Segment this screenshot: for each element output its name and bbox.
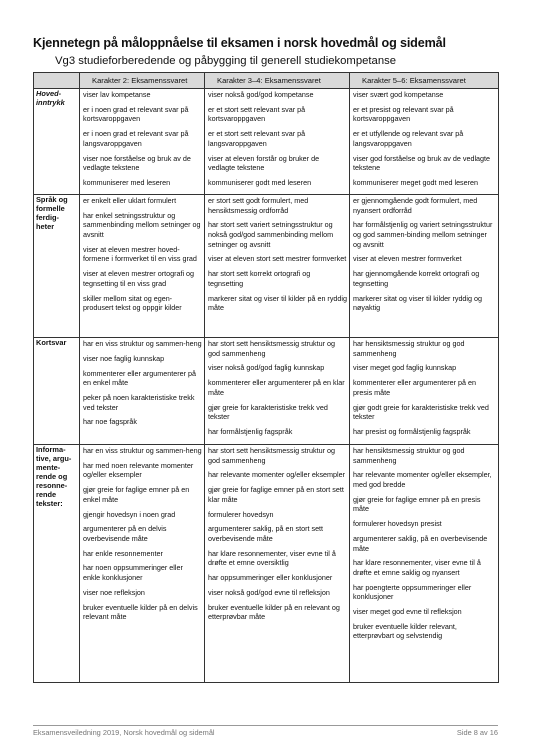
criteria-item: har stort sett variert setningsstruktur og nokså god/god sammenbinding mellom setninger og avsnitt [208, 220, 334, 249]
criteria-item: gjør greie for karakteristiske trekk ved tekster [208, 402, 328, 422]
criteria-item: gjør greie for faglige emner på en stort sett klar måte [208, 485, 344, 504]
criteria-item: har med noen relevante momenter og/eller eksempler [83, 460, 194, 480]
criteria-item: har en viss struktur og sammen-heng [83, 339, 202, 348]
criteria-cell-grade-3 [350, 195, 499, 338]
criteria-item: har en viss struktur og sammen-heng [83, 446, 202, 455]
criteria-item: viser at eleven mestrer ortografi og tegnsetting til en viss grad [83, 269, 195, 288]
criteria-item: er enkelt eller uklart formulert [83, 196, 177, 205]
criteria-item: har stort sett korrekt ortografi og tegnsetting [208, 269, 311, 288]
row-label-line: heter [36, 222, 55, 231]
page-title: Kjennetegn på måloppnåelse til eksamen i norsk hovedmål og sidemål [33, 36, 446, 50]
row-label-line: mente- [36, 463, 61, 472]
criteria-item: kommuniserer godt med leseren [208, 177, 312, 187]
criteria-item: har poengterte oppsummeringer eller konklusjoner [353, 582, 472, 602]
criteria-item: viser lav kompetanse [83, 90, 151, 99]
criteria-item: har enkel setningsstruktur og sammenbinding mellom setninger og avsnitt [83, 210, 201, 239]
criteria-item: er et utfyllende og relevant svar på langsvaroppgaven [353, 129, 464, 148]
row-label-line: Hoved- [36, 89, 62, 98]
criteria-item: viser at eleven forstår og bruker de vedlagte tekstene [208, 153, 320, 173]
page-subtitle: Vg3 studieforberedende og påbygging til generell studiekompetanse [55, 55, 397, 67]
criteria-item: har gjennomgående korrekt ortografi og tegnsetting [353, 269, 480, 288]
criteria-item: har formålstjenlig og variert setningsstruktur og god sammen-binding mellom setninger og avsnitt [353, 220, 493, 249]
criteria-item: viser noe forståelse og bruk av de vedlagte tekstene [83, 153, 191, 173]
criteria-item: er et presist og relevant svar på kortsvaroppgaven [353, 104, 454, 124]
criteria-item: argumenterer saklig, på en overbevisende måte [353, 533, 488, 553]
criteria-item: er i noen grad et relevant svar på kortsvaroppgaven [83, 104, 189, 124]
criteria-item: viser meget god evne til refleksjon [353, 607, 462, 617]
row-label-line: tive, argu- [36, 454, 72, 463]
criteria-cell-grade-3 [350, 445, 499, 683]
row-label-line: ferdig- [36, 213, 59, 222]
criteria-item: viser at eleven mestrer hoved-formene i formverket til en viss grad [83, 244, 197, 264]
criteria-cell-grade-2 [205, 195, 350, 338]
table-row [34, 89, 499, 195]
criteria-cell-grade-1 [80, 89, 205, 195]
criteria-cell-grade-2 [205, 445, 350, 683]
criteria-item: har formålstjenlig fagspråk [208, 426, 293, 436]
row-label [34, 195, 80, 338]
criteria-item: skiller mellom sitat og egen-produsert tekst og oppgir kilder [83, 293, 182, 313]
criteria-cell-grade-1 [80, 195, 205, 338]
criteria-item: kommenterer eller argumenterer på en presis måte [353, 378, 477, 397]
row-label-line: Språk og [36, 195, 68, 204]
criteria-item: viser meget god faglig kunnskap [353, 363, 457, 373]
criteria-item: er i noen grad et relevant svar på langsvaroppgaven [83, 129, 189, 148]
criteria-item: er et stort sett relevant svar på langsvaroppgaven [208, 129, 306, 148]
criteria-item: bruker eventuelle kilder på en delvis relevant måte [83, 602, 198, 622]
criteria-item: bruker eventuelle kilder på en relevant og etterprøvbar måte [208, 602, 340, 622]
table-row [34, 445, 499, 683]
column-header: Karakter 5–6: Eksamenssvaret [350, 73, 499, 89]
row-label-line: tekster: [36, 499, 63, 508]
criteria-item: har klare resonnementer, viser evne til å drøfte et emne saklig og nyansert [353, 558, 481, 577]
criteria-item: markerer sitat og viser til kilder på en ryddig måte [208, 293, 348, 313]
criteria-item: gjør greie for faglige emner på en enkel måte [83, 485, 190, 504]
footer-document-name: Eksamensveiledning 2019, Norsk hovedmål og sidemål [33, 728, 215, 737]
row-label-line: inntrykk [36, 98, 65, 107]
table-row [34, 338, 499, 445]
row-label [34, 445, 80, 683]
row-label [34, 338, 80, 445]
criteria-item: gjør godt greie for karakteristiske trekk ved tekster [353, 402, 489, 422]
row-label-line: Kortsvar [36, 338, 67, 347]
row-label-line: resonne- [36, 481, 68, 490]
criteria-item: viser noe faglig kunnskap [83, 353, 165, 363]
criteria-cell-grade-3 [350, 338, 499, 445]
column-header: Karakter 2: Eksamenssvaret [80, 73, 205, 89]
criteria-item: viser noe refleksjon [83, 587, 145, 597]
criteria-item: har relevante momenter og/eller eksempler [208, 470, 346, 480]
criteria-cell-grade-2 [205, 89, 350, 195]
criteria-item: er gjennomgående godt formulert, med nyansert ordforråd [353, 196, 478, 215]
criteria-item: formulerer hovedsyn [208, 509, 274, 519]
row-label [34, 89, 80, 195]
criteria-cell-grade-2 [205, 338, 350, 445]
criteria-item: peker på noen karakteristiske trekk ved tekster [83, 392, 195, 412]
row-label-line: rende [36, 490, 57, 499]
criteria-item: gjengir hovedsyn i noen grad [83, 509, 176, 519]
criteria-item: er stort sett godt formulert, med hensiktsmessig ordforråd [208, 196, 309, 215]
criteria-item: har noen oppsummeringer eller enkle konklusjoner [83, 563, 183, 583]
criteria-item: har hensiktsmessig struktur og god sammenheng [353, 339, 465, 358]
criteria-item: argumenterer på en delvis overbevisende måte [83, 524, 167, 543]
criteria-item: formulerer hovedsyn presist [353, 519, 442, 529]
row-label-line: Informa- [36, 445, 66, 454]
criteria-table [33, 72, 499, 683]
criteria-item: kommuniserer med leseren [83, 177, 171, 187]
criteria-item: er et stort sett relevant svar på kortsvaroppgaven [208, 104, 306, 124]
criteria-item: viser god forståelse og bruk av de vedlagte tekstene [353, 153, 491, 173]
criteria-item: viser at eleven stort sett mestrer formverket [208, 254, 347, 264]
criteria-item: kommuniserer meget godt med leseren [353, 177, 479, 187]
criteria-cell-grade-3 [350, 89, 499, 195]
criteria-item: viser nokså god/god kompetanse [208, 90, 314, 99]
table-row [34, 195, 499, 338]
criteria-item: markerer sitat og viser til kilder ryddig og nøyaktig [353, 293, 483, 313]
criteria-item: har enkle resonnementer [83, 548, 163, 558]
criteria-item: har stort sett hensiktsmessig struktur og god sammenheng [208, 339, 336, 358]
criteria-item: viser nokså god/god faglig kunnskap [208, 363, 325, 373]
criteria-cell-grade-1 [80, 338, 205, 445]
criteria-item: kommenterer eller argumenterer på en klar måte [208, 378, 345, 397]
criteria-item: har oppsummeringer eller konklusjoner [208, 573, 333, 583]
page-footer [33, 725, 498, 737]
footer-page-number: Side 8 av 16 [456, 728, 498, 737]
criteria-item: gjør greie for faglige emner på en presis måte [353, 494, 481, 514]
criteria-item: viser nokså god/god evne til refleksjon [208, 587, 330, 597]
criteria-item: bruker eventuelle kilder relevant, etterprøvbart og selvstendig [353, 621, 457, 641]
criteria-item: kommenterer eller argumenterer på en enkel måte [83, 368, 197, 388]
criteria-item: har stort sett hensiktsmessig struktur og god sammenheng [208, 446, 336, 465]
criteria-cell-grade-1 [80, 445, 205, 683]
criteria-item: viser svært god kompetanse [353, 90, 444, 99]
header-corner [34, 73, 80, 89]
criteria-item: har presist og formålstjenlig fagspråk [353, 426, 471, 436]
row-label-line: formelle [36, 204, 65, 213]
criteria-item: har klare resonnementer, viser evne til å drøfte et emne oversiktlig [208, 548, 336, 568]
criteria-item: viser at eleven mestrer formverket [353, 254, 462, 264]
row-label-line: rende og [36, 472, 68, 481]
criteria-item: har relevante momenter og/eller eksempler, med god bredde [353, 470, 492, 489]
criteria-item: har noe fagspråk [83, 417, 137, 427]
table-header-row [34, 73, 499, 89]
column-header: Karakter 3–4: Eksamenssvaret [205, 73, 350, 89]
criteria-item: argumenterer saklig, på en stort sett overbevisende måte [208, 524, 324, 543]
criteria-item: har hensiktsmessig struktur og god sammenheng [353, 446, 465, 465]
